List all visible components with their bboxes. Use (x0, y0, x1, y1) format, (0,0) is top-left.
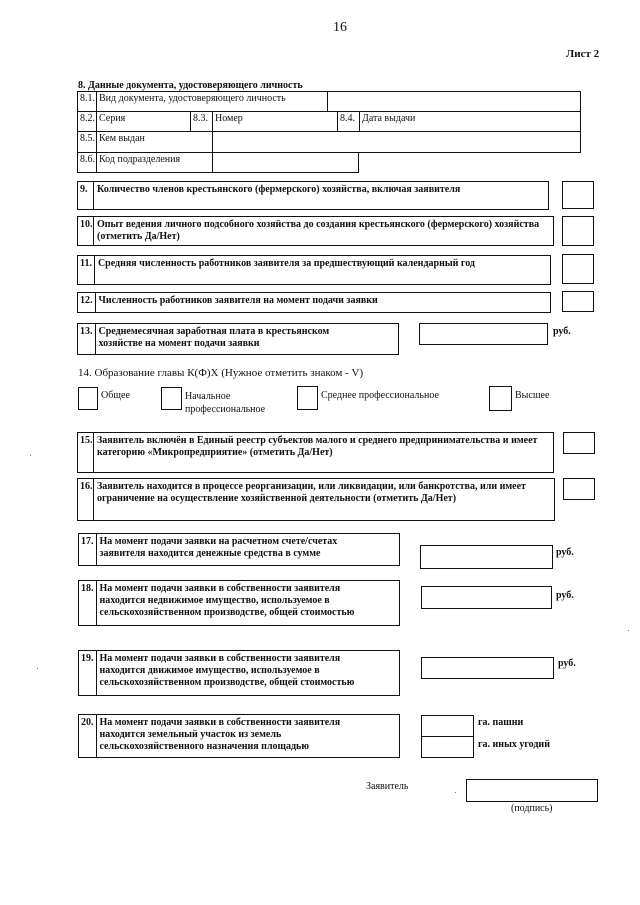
num-8-3: 8.3. (190, 111, 213, 132)
q11-num: 11. (78, 256, 95, 284)
q20-text: На момент подачи заявки в собственности заявителя находится земельный участок из земель сельскохозяйственного назначения площадью (99, 717, 341, 752)
signature-caption: (подпись) (511, 803, 553, 814)
signature-field[interactable] (466, 779, 598, 802)
q16-text: Заявитель находится в процессе реорганизации, или ликвидации, или банкротства, или имеет ограничение на осуществление хозяйственной деятельности (отметить Да/Нет) (97, 481, 526, 504)
label-8-4: Дата выдачи (359, 111, 581, 132)
question-17 (78, 533, 400, 566)
question-15 (77, 432, 554, 473)
q17-amount-box[interactable] (420, 545, 553, 569)
num-8-1: 8.1. (77, 91, 97, 112)
edu-primary-checkbox[interactable] (161, 387, 182, 410)
label-8-3: Номер (212, 111, 338, 132)
question-9 (77, 181, 549, 210)
q20-unit-arable: га. пашни (478, 717, 524, 728)
q13-amount-box[interactable] (419, 323, 548, 345)
scan-speck (628, 630, 629, 631)
q9-text: Количество членов крестьянского (фермерского) хозяйства, включая заявителя (97, 184, 461, 195)
question-13 (77, 323, 399, 355)
q17-text: На момент подачи заявки на расчетном счете/счетах заявителя находится денежные средства в сумме (99, 536, 338, 559)
q12-num: 12. (78, 293, 96, 312)
q18-unit: руб. (556, 590, 574, 601)
edu-primary-label: Начальное профессиональное (185, 391, 266, 415)
num-8-2: 8.2. (77, 111, 97, 132)
input-8-6[interactable] (212, 152, 359, 173)
edu-higher-label: Высшее (515, 390, 550, 401)
q15-answer-box[interactable] (563, 432, 595, 454)
num-8-5: 8.5. (77, 131, 97, 153)
q10-answer-box[interactable] (562, 216, 594, 246)
q10-text: Опыт ведения личного подсобного хозяйства до создания крестьянского (фермерского) хозяйства (отметить Да/Нет) (97, 219, 540, 242)
q15-num: 15. (78, 433, 94, 472)
edu-secondary-checkbox[interactable] (297, 386, 318, 410)
question-10 (77, 216, 554, 246)
edu-general-checkbox[interactable] (78, 387, 98, 410)
question-20 (78, 714, 400, 758)
sheet-label: Лист 2 (566, 48, 600, 60)
q11-text: Средняя численность работников заявителя за предшествующий календарный год (97, 258, 475, 269)
question-16 (77, 478, 555, 521)
q11-answer-box[interactable] (562, 254, 594, 284)
edu-secondary-label: Среднее профессиональное (321, 390, 439, 401)
num-8-4: 8.4. (337, 111, 360, 132)
scan-speck (455, 792, 456, 793)
q18-text: На момент подачи заявки в собственности заявителя находится недвижимое имущество, используемое в сельскохозяйственном производстве, общей стоимостью (99, 583, 355, 618)
q19-text: На момент подачи заявки в собственности заявителя находится движимое имущество, используемое в сельскохозяйственном производстве, общей стоимостью (99, 653, 355, 688)
q20-other-land-box[interactable] (421, 736, 474, 758)
edu-general-label: Общее (101, 390, 130, 401)
signature-label: Заявитель (366, 781, 409, 792)
q20-arable-box[interactable] (421, 715, 474, 737)
section-8-title: 8. Данные документа, удостоверяющего личность (78, 80, 303, 91)
label-8-5: Кем выдан (96, 131, 213, 153)
q13-text: Среднемесячная заработная плата в крестьянском хозяйстве на момент подачи заявки (98, 326, 330, 349)
page-number: 16 (333, 20, 347, 35)
question-18 (78, 580, 400, 626)
input-8-1[interactable] (327, 91, 581, 112)
q12-answer-box[interactable] (562, 291, 594, 312)
label-8-2: Серия (96, 111, 191, 132)
q20-num: 20. (79, 715, 97, 757)
q16-answer-box[interactable] (563, 478, 595, 500)
q13-unit: руб. (553, 326, 571, 337)
question-12 (77, 292, 551, 313)
question-11 (77, 255, 551, 285)
q18-num: 18. (79, 581, 97, 625)
q14-title: 14. Образование главы К(Ф)Х (Нужное отметить знаком - V) (78, 367, 364, 379)
q19-amount-box[interactable] (421, 657, 554, 679)
q13-num: 13. (78, 324, 96, 354)
q10-num: 10. (78, 217, 94, 245)
q19-num: 19. (79, 651, 97, 695)
scan-speck (37, 668, 38, 669)
question-19 (78, 650, 400, 696)
q15-text: Заявитель включён в Единый реестр субъектов малого и среднего предпринимательства и имеет категорию «Микропредприятие» (отметить Да/Нет) (97, 435, 538, 458)
edu-higher-checkbox[interactable] (489, 386, 512, 411)
q20-unit-other: га. иных угодий (478, 739, 550, 750)
num-8-6: 8.6. (77, 152, 97, 173)
q9-num: 9. (78, 182, 94, 209)
label-8-6: Код подразделения (96, 152, 213, 173)
label-8-1: Вид документа, удостоверяющего личность (96, 91, 328, 112)
q17-unit: руб. (556, 547, 574, 558)
q17-num: 17. (79, 534, 97, 565)
q12-text: Численность работников заявителя на момент подачи заявки (98, 295, 378, 306)
scan-speck (30, 455, 31, 456)
q16-num: 16. (78, 479, 94, 520)
q18-amount-box[interactable] (421, 586, 552, 609)
q19-unit: руб. (558, 658, 576, 669)
input-8-5[interactable] (212, 131, 581, 153)
q9-answer-box[interactable] (562, 181, 594, 209)
